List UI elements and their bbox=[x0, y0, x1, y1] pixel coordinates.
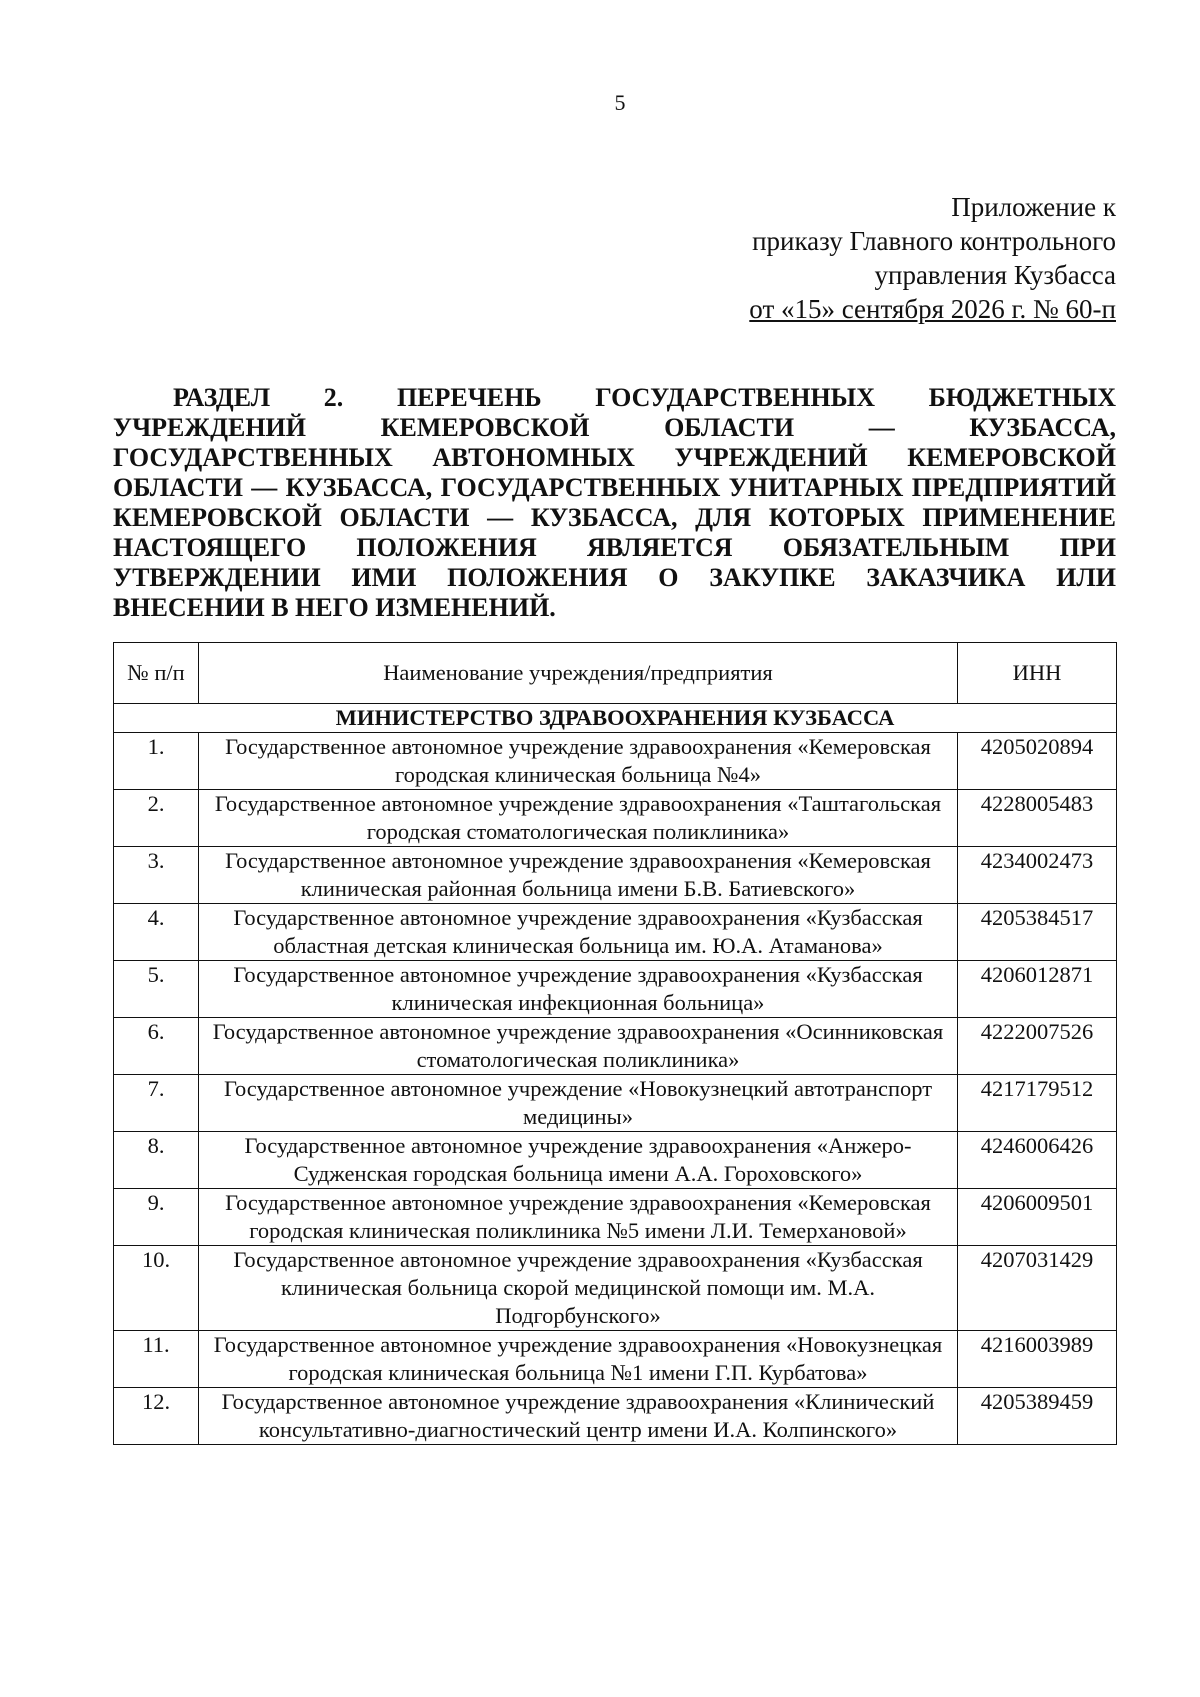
table-row bbox=[114, 1388, 1117, 1445]
row-name: Государственное автономное учреждение здравоохранения «Кемеровская городская клиническая больница №4» bbox=[199, 733, 958, 790]
row-number: 1. bbox=[114, 733, 199, 790]
row-inn: 4205020894 bbox=[958, 733, 1117, 790]
page-number: 5 bbox=[614, 90, 626, 115]
row-name: Государственное автономное учреждение здравоохранения «Анжеро-Судженская городская больница имени А.А. Гороховского» bbox=[199, 1132, 958, 1189]
group-label: МИНИСТЕРСТВО ЗДРАВООХРАНЕНИЯ КУЗБАССА bbox=[114, 704, 1117, 733]
row-name: Государственное автономное учреждение здравоохранения «Кузбасская областная детская клиническая больница им. Ю.А. Атаманова» bbox=[199, 904, 958, 961]
header-inn: ИНН bbox=[958, 643, 1117, 704]
row-name: Государственное автономное учреждение здравоохранения «Кемеровская клиническая районная больница имени Б.В. Батиевского» bbox=[199, 847, 958, 904]
row-inn: 4205389459 bbox=[958, 1388, 1117, 1445]
table-row bbox=[114, 1246, 1117, 1331]
row-inn: 4207031429 bbox=[958, 1246, 1117, 1331]
table-row bbox=[114, 1075, 1117, 1132]
row-inn: 4222007526 bbox=[958, 1018, 1117, 1075]
appendix-line-3: управления Кузбасса bbox=[874, 260, 1116, 290]
section-title: РАЗДЕЛ 2. ПЕРЕЧЕНЬ ГОСУДАРСТВЕННЫХ БЮДЖЕТНЫХ УЧРЕЖДЕНИЙ КЕМЕРОВСКОЙ ОБЛАСТИ — КУЗБАССА, ГОСУДАРСТВЕННЫХ АВТОНОМНЫХ УЧРЕЖДЕНИЙ КЕМЕРОВСКОЙ ОБЛАСТИ — КУЗБАССА, ГОСУДАРСТВЕННЫХ УНИТАРНЫХ ПРЕДПРИЯТИЙ КЕМЕРОВСКОЙ ОБЛАСТИ — КУЗБАССА, ДЛЯ КОТОРЫХ ПРИМЕНЕНИЕ НАСТОЯЩЕГО ПОЛОЖЕНИЯ ЯВЛЯЕТСЯ ОБЯЗАТЕЛЬНЫМ ПРИ УТВЕРЖДЕНИИ ИМИ ПОЛОЖЕНИЯ О ЗАКУПКЕ ЗАКАЗЧИКА ИЛИ ВНЕСЕНИИ В НЕГО ИЗМЕНЕНИЙ. bbox=[113, 383, 1116, 622]
row-name: Государственное автономное учреждение здравоохранения «Новокузнецкая городская клиническая больница №1 имени Г.П. Курбатова» bbox=[199, 1331, 958, 1388]
appendix-line-2: приказу Главного контрольного bbox=[752, 226, 1116, 256]
row-inn: 4205384517 bbox=[958, 904, 1117, 961]
row-name: Государственное автономное учреждение здравоохранения «Кемеровская городская клиническая поликлиника №5 имени Л.И. Темерхановой» bbox=[199, 1189, 958, 1246]
row-inn: 4228005483 bbox=[958, 790, 1117, 847]
table-row bbox=[114, 847, 1117, 904]
table-row bbox=[114, 1132, 1117, 1189]
row-number: 7. bbox=[114, 1075, 199, 1132]
row-number: 10. bbox=[114, 1246, 199, 1331]
group-row bbox=[114, 704, 1117, 733]
header-name: Наименование учреждения/предприятия bbox=[199, 643, 958, 704]
appendix-line-1: Приложение к bbox=[951, 192, 1116, 222]
row-number: 9. bbox=[114, 1189, 199, 1246]
table-row bbox=[114, 1189, 1117, 1246]
row-number: 12. bbox=[114, 1388, 199, 1445]
row-number: 3. bbox=[114, 847, 199, 904]
row-name: Государственное автономное учреждение «Новокузнецкий автотранспорт медицины» bbox=[199, 1075, 958, 1132]
row-name: Государственное автономное учреждение здравоохранения «Осинниковская стоматологическая поликлиника» bbox=[199, 1018, 958, 1075]
appendix-header bbox=[749, 190, 1116, 326]
institutions-table bbox=[113, 642, 1117, 1445]
table-row bbox=[114, 1331, 1117, 1388]
row-inn: 4206012871 bbox=[958, 961, 1117, 1018]
row-number: 4. bbox=[114, 904, 199, 961]
row-number: 8. bbox=[114, 1132, 199, 1189]
row-inn: 4234002473 bbox=[958, 847, 1117, 904]
table-row bbox=[114, 790, 1117, 847]
row-number: 5. bbox=[114, 961, 199, 1018]
row-inn: 4206009501 bbox=[958, 1189, 1117, 1246]
table-row bbox=[114, 733, 1117, 790]
row-name: Государственное автономное учреждение здравоохранения «Кузбасская клиническая больница скорой медицинской помощи им. М.А. Подгорбунского» bbox=[199, 1246, 958, 1331]
row-inn: 4216003989 bbox=[958, 1331, 1117, 1388]
table-row bbox=[114, 904, 1117, 961]
table-header-row bbox=[114, 643, 1117, 704]
appendix-line-4: от «15» сентября 2026 г. № 60-п bbox=[749, 294, 1116, 324]
row-name: Государственное автономное учреждение здравоохранения «Кузбасская клиническая инфекционная больница» bbox=[199, 961, 958, 1018]
row-number: 6. bbox=[114, 1018, 199, 1075]
row-name: Государственное автономное учреждение здравоохранения «Таштагольская городская стоматологическая поликлиника» bbox=[199, 790, 958, 847]
row-number: 2. bbox=[114, 790, 199, 847]
row-number: 11. bbox=[114, 1331, 199, 1388]
row-name: Государственное автономное учреждение здравоохранения «Клинический консультативно-диагностический центр имени И.А. Колпинского» bbox=[199, 1388, 958, 1445]
row-inn: 4246006426 bbox=[958, 1132, 1117, 1189]
row-inn: 4217179512 bbox=[958, 1075, 1117, 1132]
table-row bbox=[114, 961, 1117, 1018]
table-row bbox=[114, 1018, 1117, 1075]
header-num: № п/п bbox=[114, 643, 199, 704]
